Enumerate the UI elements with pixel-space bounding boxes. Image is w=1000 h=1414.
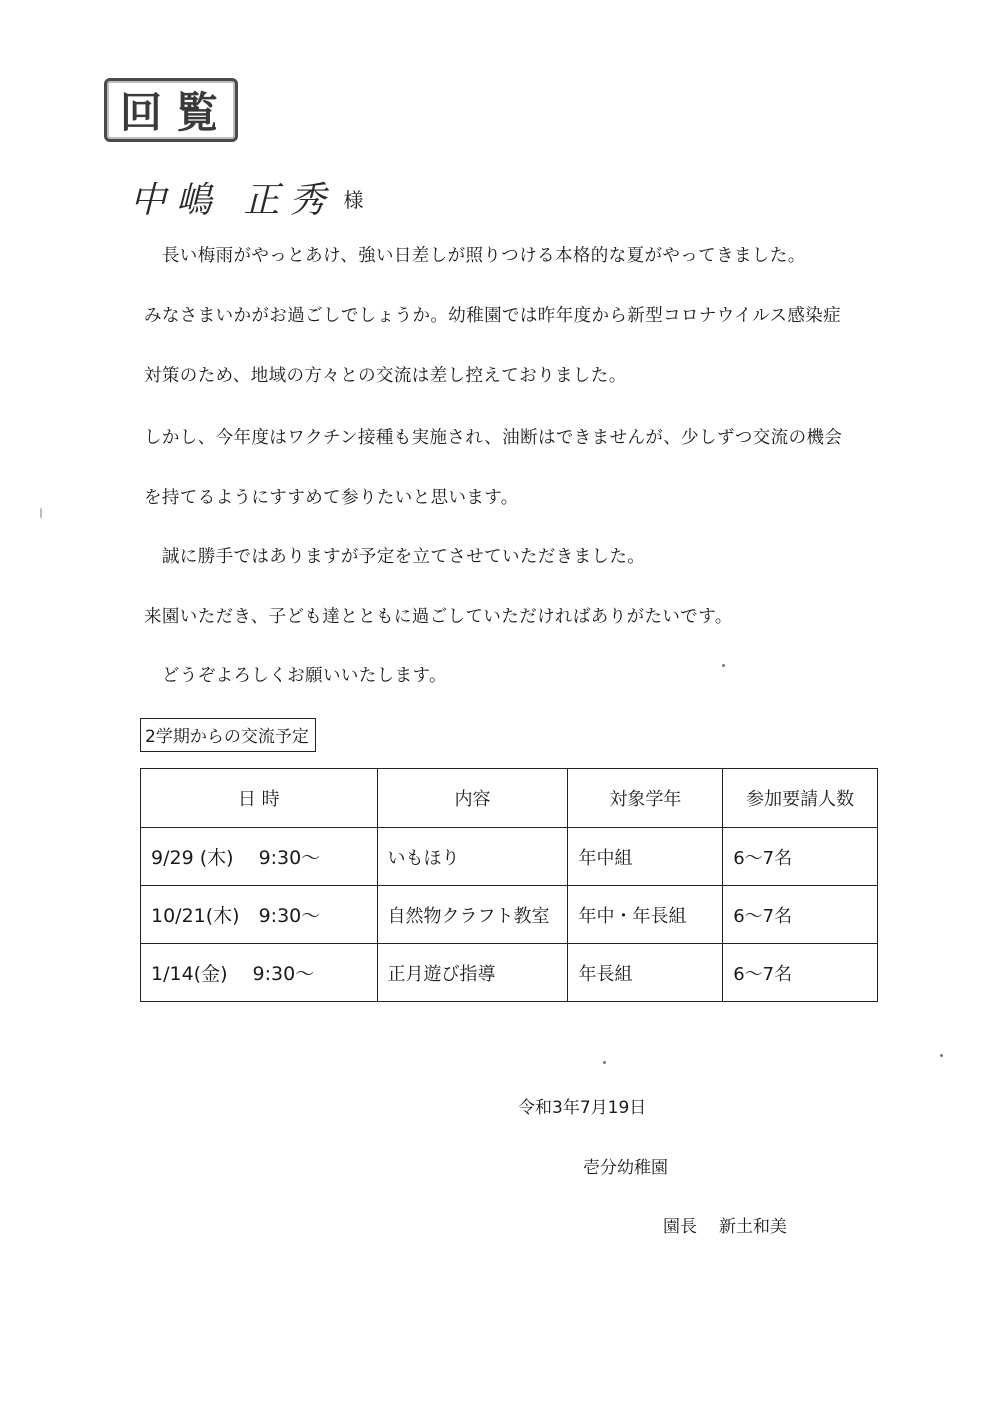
- cell-datetime: 1/14(金) 9:30～: [141, 944, 378, 1002]
- column-header-datetime: 日 時: [141, 769, 378, 828]
- scan-speck: [722, 664, 725, 667]
- organization-name: 壱分幼稚園: [583, 1158, 668, 1178]
- body-line: どうぞよろしくお願いいたします。: [144, 666, 447, 686]
- issue-date: 令和3年7月19日: [518, 1098, 647, 1118]
- signer-name: 新土和美: [719, 1217, 787, 1237]
- section-label: 2学期からの交流予定: [140, 718, 316, 752]
- addressee-name: 中嶋 正秀: [130, 180, 336, 221]
- column-header-content: 内容: [377, 769, 568, 828]
- body-line: を持てるようにすすめて参りたいと思います。: [144, 488, 519, 508]
- body-line: 長い梅雨がやっとあけ、強い日差しが照りつける本格的な夏がやってきました。: [144, 246, 806, 266]
- body-line: みなさまいかがお過ごしでしょうか。幼稚園では昨年度から新型コロナウイルス感染症: [144, 306, 842, 326]
- column-header-grade: 対象学年: [568, 769, 723, 828]
- scan-speck: [603, 1061, 606, 1064]
- body-line: 来園いただき、子ども達とともに過ごしていただければありがたいです。: [144, 607, 733, 627]
- cell-datetime: 9/29 (木) 9:30～: [141, 828, 378, 886]
- scan-speck: [940, 1054, 943, 1057]
- cell-count: 6～7名: [723, 944, 878, 1002]
- schedule-table: [140, 768, 878, 1002]
- cell-content: いもほり: [377, 828, 568, 886]
- cell-content: 正月遊び指導: [377, 944, 568, 1002]
- cell-grade: 年中組: [568, 828, 723, 886]
- scan-speck: [40, 508, 42, 518]
- table-row: [141, 944, 878, 1002]
- circulation-stamp: 回覧: [104, 78, 238, 142]
- table-row: [141, 886, 878, 944]
- table-row: [141, 828, 878, 886]
- signer-title: 園長: [663, 1217, 697, 1237]
- cell-datetime: 10/21(木) 9:30～: [141, 886, 378, 944]
- table-header-row: [141, 769, 878, 828]
- addressee-honorific: 様: [343, 188, 364, 212]
- cell-grade: 年長組: [568, 944, 723, 1002]
- cell-count: 6～7名: [723, 886, 878, 944]
- body-line: 対策のため、地域の方々との交流は差し控えておりました。: [144, 366, 627, 386]
- cell-content: 自然物クラフト教室: [377, 886, 568, 944]
- cell-count: 6～7名: [723, 828, 878, 886]
- body-line: しかし、今年度はワクチン接種も実施され、油断はできませんが、少しずつ交流の機会: [144, 428, 843, 448]
- cell-grade: 年中・年長組: [568, 886, 723, 944]
- signer: [663, 1212, 787, 1237]
- addressee: [130, 172, 363, 223]
- column-header-count: 参加要請人数: [723, 769, 878, 828]
- body-line: 誠に勝手ではありますが予定を立てさせていただきました。: [144, 547, 646, 567]
